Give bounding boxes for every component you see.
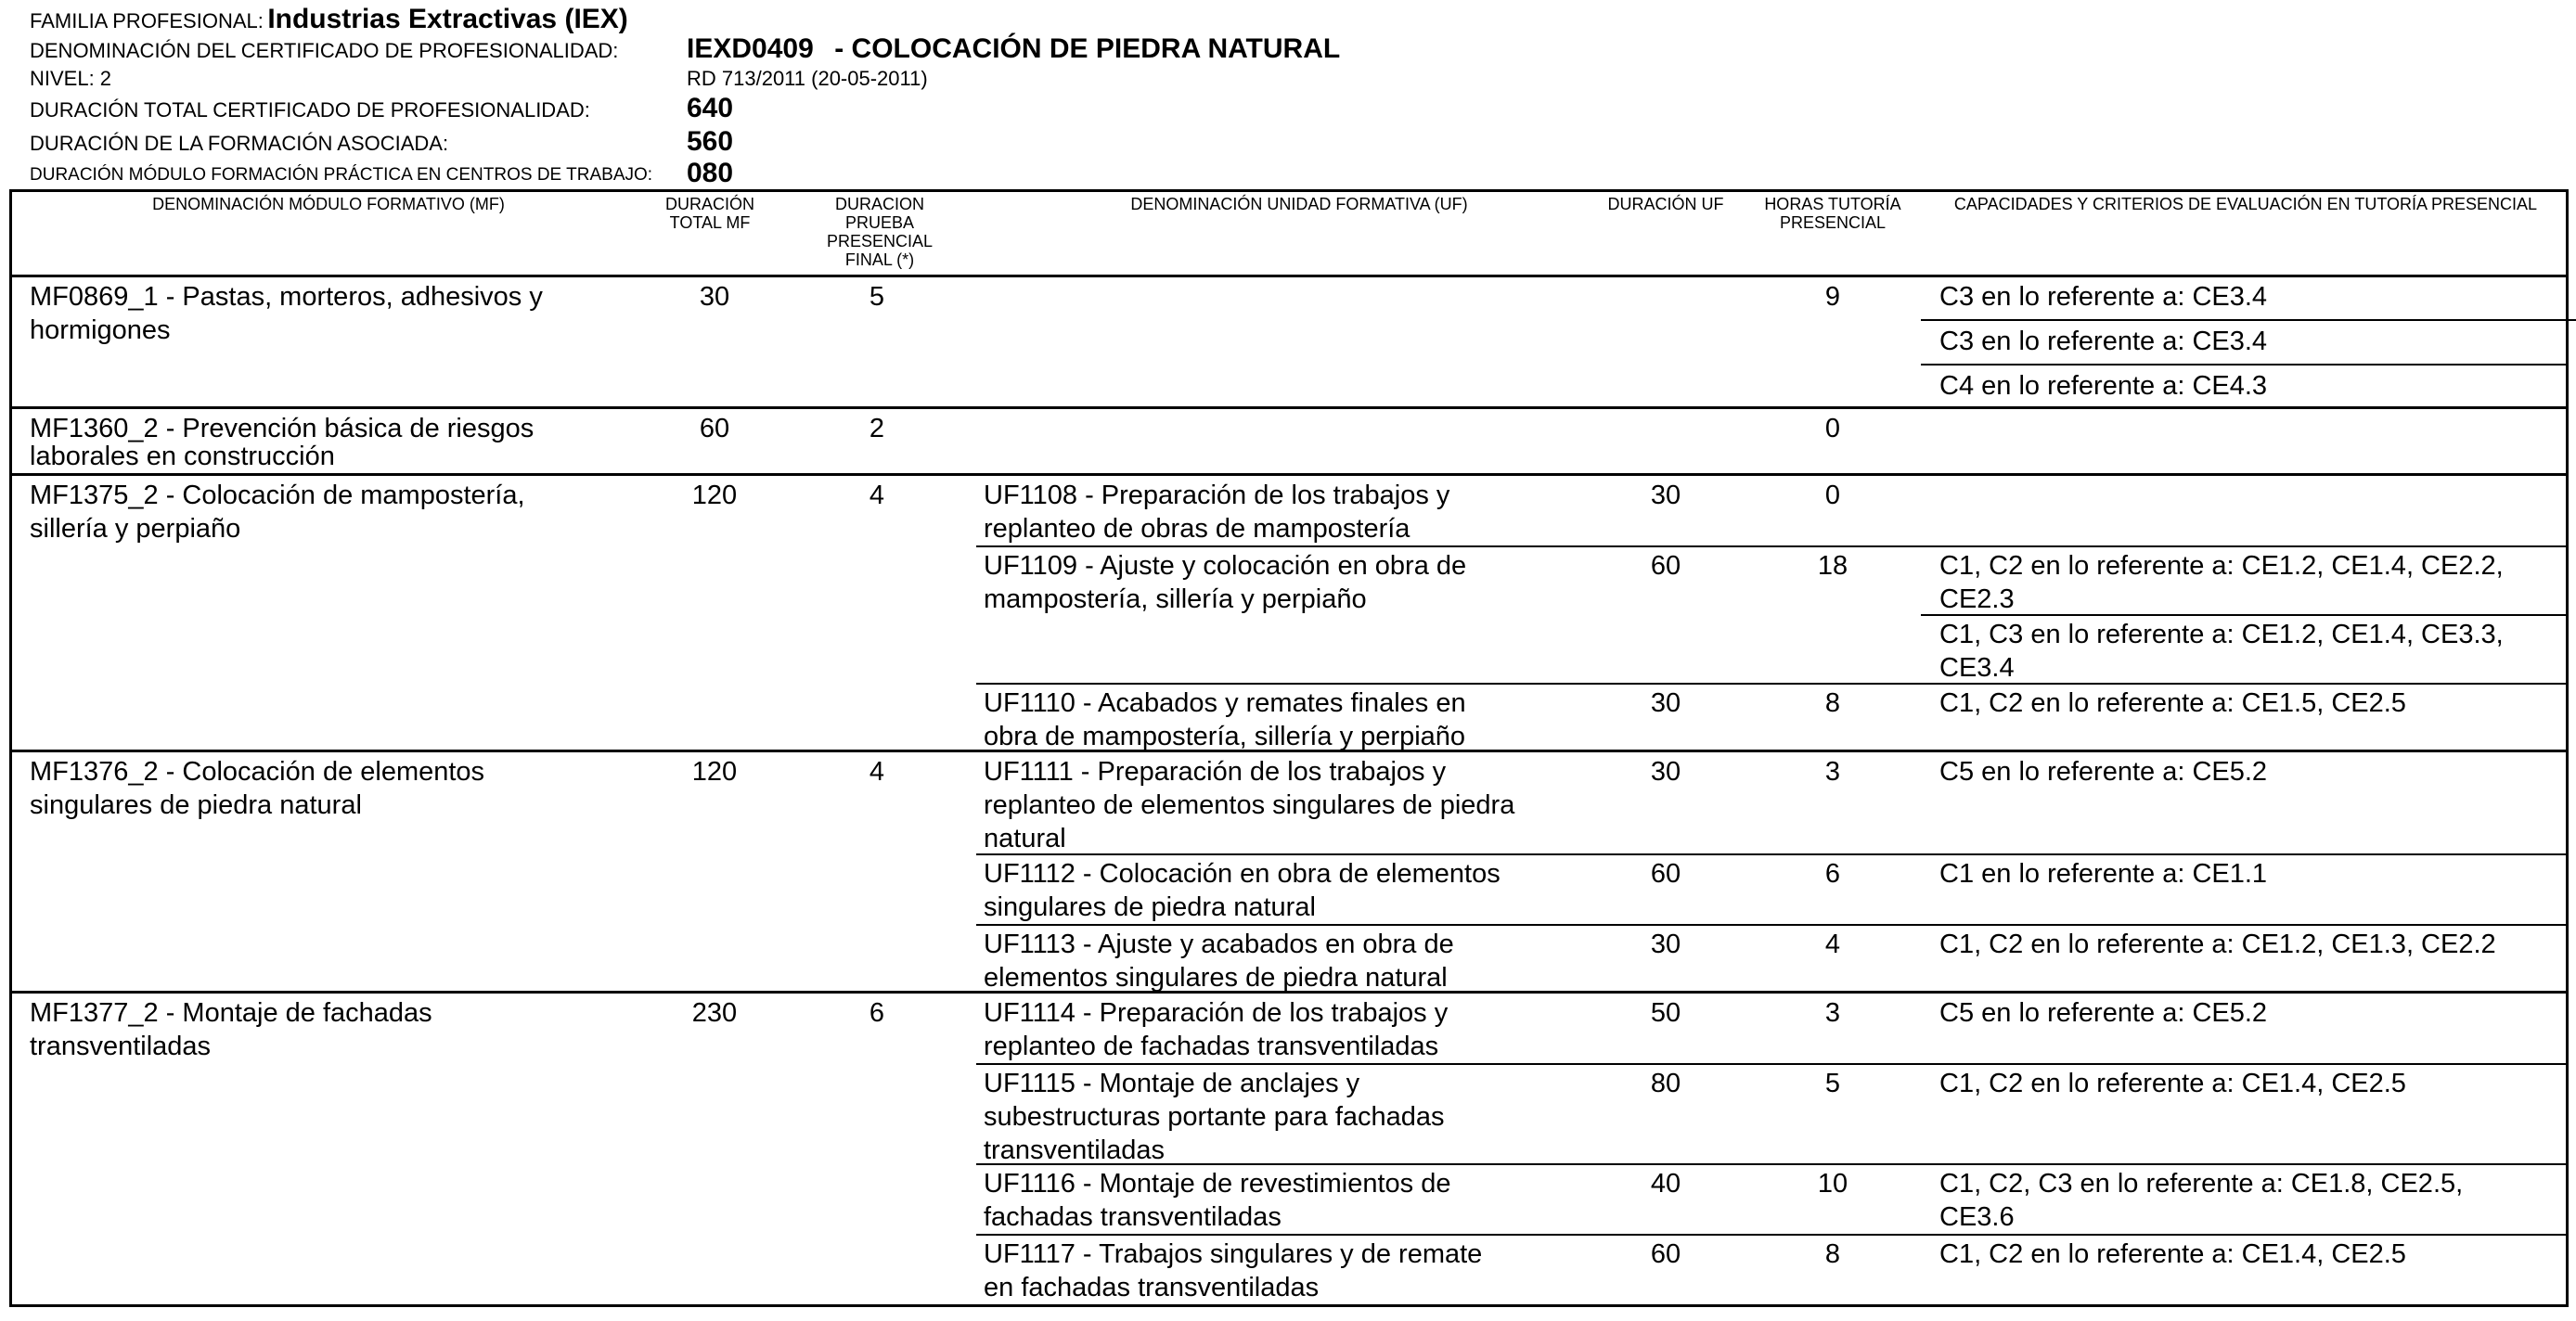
criterio — [1939, 549, 2504, 616]
uf-name-line: natural — [984, 824, 1066, 853]
mf-name-line: transventiladas — [30, 1032, 212, 1061]
criterio: C3 en lo referente a: CE3.4 — [1939, 282, 2268, 312]
duracion-formacion-row — [30, 132, 448, 156]
mf-name-line: MF0869_1 - Pastas, morteros, adhesivos y — [30, 282, 543, 312]
uf-name-line: UF1109 - Ajuste y colocación en obra de — [984, 551, 1467, 581]
criterio: C4 en lo referente a: CE4.3 — [1939, 371, 2268, 401]
criterio-line: CE2.3 — [1939, 584, 2015, 614]
duracion-formacion-label: DURACIÓN DE LA FORMACIÓN ASOCIADA: — [30, 132, 449, 155]
uf-name-line: en fachadas transventiladas — [984, 1273, 1320, 1302]
table-row — [30, 280, 543, 347]
horas-tutoria: 0 — [1824, 481, 1841, 510]
duracion-uf: 60 — [1650, 859, 1681, 889]
crit-sep — [1921, 364, 2569, 366]
horas-tutoria: 18 — [1817, 551, 1848, 581]
duracion-uf: 30 — [1650, 757, 1681, 787]
duracion-uf: 60 — [1650, 551, 1681, 581]
duracion-uf: 50 — [1650, 998, 1681, 1028]
duracion-uf: 30 — [1650, 688, 1681, 718]
table-row — [30, 755, 484, 822]
denominacion-row — [30, 39, 618, 63]
rd-value: RD 713/2011 (20-05-2011) — [687, 67, 928, 90]
uf-name-line: UF1116 - Montaje de revestimientos de — [984, 1169, 1451, 1199]
uf-name-line: fachadas transventiladas — [984, 1202, 1282, 1232]
criterio: C3 en lo referente a: CE3.4 — [1939, 327, 2268, 356]
rd-row — [687, 67, 928, 91]
uf-sep — [976, 1063, 2569, 1065]
horas-tutoria: 4 — [1824, 930, 1841, 959]
duracion-prueba: 4 — [869, 757, 885, 787]
uf-name-line: mampostería, sillería y perpiaño — [984, 584, 1367, 614]
col-header-capacidades: CAPACIDADES Y CRITERIOS DE EVALUACIÓN EN TUTORÍA PRESENCIAL — [1953, 195, 2538, 213]
table-bottom-border — [9, 1304, 2569, 1307]
horas-tutoria: 10 — [1817, 1169, 1848, 1199]
col-header-duracion-total: DURACIÓN TOTAL MF — [664, 195, 754, 232]
col-header-horas-tutoria: HORAS TUTORÍA PRESENCIAL — [1764, 195, 1901, 232]
crit-sep — [1921, 319, 2576, 321]
uf-name — [984, 1238, 1482, 1304]
duracion-total-mf: 120 — [691, 481, 738, 510]
horas-tutoria: 3 — [1824, 998, 1841, 1028]
uf-name-line: UF1111 - Preparación de los trabajos y — [984, 757, 1447, 787]
duracion-formacion-value-wrap — [687, 126, 733, 158]
table-left-border — [9, 189, 12, 1307]
mf-name-line: MF1375_2 - Colocación de mampostería, — [30, 481, 525, 510]
uf-name — [984, 996, 1448, 1063]
criterio: C5 en lo referente a: CE5.2 — [1939, 998, 2268, 1028]
nivel-label: NIVEL: 2 — [30, 67, 112, 90]
uf-name-line: UF1110 - Acabados y remates finales en — [984, 688, 1466, 718]
uf-name-line: UF1108 - Preparación de los trabajos y — [984, 481, 1450, 510]
criterio: C1, C2 en lo referente a: CE1.5, CE2.5 — [1939, 688, 2406, 718]
duracion-prueba: 6 — [869, 998, 885, 1028]
horas-tutoria: 3 — [1824, 757, 1841, 787]
criterio — [1939, 618, 2504, 685]
horas-tutoria: 6 — [1824, 859, 1841, 889]
uf-name-line: subestructuras portante para fachadas — [984, 1102, 1445, 1132]
criterio: C1, C2 en lo referente a: CE1.2, CE1.3, CE2.2 — [1939, 930, 2496, 959]
uf-sep — [976, 924, 2569, 926]
duracion-total-mf: 230 — [691, 998, 738, 1028]
uf-name-line: UF1113 - Ajuste y acabados en obra de — [984, 930, 1454, 959]
uf-name-line: UF1115 - Montaje de anclajes y — [984, 1069, 1360, 1098]
horas-tutoria: 5 — [1824, 1069, 1841, 1098]
duracion-total-value: 640 — [687, 93, 734, 123]
uf-name — [984, 549, 1466, 616]
duracion-practica-value-wrap — [687, 158, 733, 189]
criterio-line: C1, C3 en lo referente a: CE1.2, CE1.4, CE3.3, — [1939, 620, 2504, 649]
duracion-uf: 30 — [1650, 930, 1681, 959]
duracion-total-row — [30, 98, 590, 122]
table-right-border — [2566, 189, 2569, 1307]
duracion-total-mf: 60 — [699, 414, 730, 443]
uf-name-line: UF1112 - Colocación en obra de elementos — [984, 859, 1501, 889]
mf-name-line: hormigones — [30, 315, 171, 345]
duracion-prueba: 4 — [869, 481, 885, 510]
duracion-practica-value: 080 — [687, 158, 734, 188]
duracion-total-value-wrap — [687, 93, 733, 124]
duracion-formacion-value: 560 — [687, 126, 734, 157]
uf-name-line: replanteo de obras de mampostería — [984, 514, 1410, 544]
duracion-prueba: 5 — [869, 282, 885, 312]
uf-name-line: transventiladas — [984, 1135, 1166, 1165]
familia-row — [30, 4, 628, 35]
mf-name-line: MF1376_2 - Colocación de elementos — [30, 757, 485, 787]
module-sep-1 — [9, 406, 2569, 409]
uf-name-line: UF1114 - Preparación de los trabajos y — [984, 998, 1449, 1028]
uf-name — [984, 857, 1501, 924]
horas-tutoria: 8 — [1824, 688, 1841, 718]
uf-name-line: elementos singulares de piedra natural — [984, 963, 1448, 993]
criterio — [1939, 1167, 2463, 1234]
uf-name — [984, 755, 1514, 855]
horas-tutoria: 8 — [1824, 1239, 1841, 1269]
certificado-code: IEXD0409 — [687, 33, 814, 64]
nivel-row — [30, 67, 111, 91]
duracion-total-mf: 120 — [691, 757, 738, 787]
duracion-prueba: 2 — [869, 414, 885, 443]
uf-name-line: replanteo de elementos singulares de piedra — [984, 790, 1515, 820]
col-header-mf: DENOMINACIÓN MÓDULO FORMATIVO (MF) — [152, 195, 505, 213]
uf-name-line: obra de mampostería, sillería y perpiaño — [984, 722, 1466, 751]
module-sep-2 — [9, 473, 2569, 476]
duracion-total-label: DURACIÓN TOTAL CERTIFICADO DE PROFESIONALIDAD: — [30, 98, 590, 122]
denominacion-label: DENOMINACIÓN DEL CERTIFICADO DE PROFESIONALIDAD: — [30, 39, 619, 62]
criterio: C5 en lo referente a: CE5.2 — [1939, 757, 2268, 787]
uf-sep — [976, 1234, 2569, 1236]
table-row — [30, 479, 525, 545]
col-header-duracion-uf: DURACIÓN UF — [1607, 195, 1724, 213]
uf-sep — [976, 545, 2569, 547]
mf-name-line: sillería y perpiaño — [30, 514, 241, 544]
criterio-line: CE3.6 — [1939, 1202, 2015, 1232]
horas-tutoria: 0 — [1824, 414, 1841, 443]
header-bottom-line — [9, 275, 2569, 277]
familia-label: FAMILIA PROFESIONAL: — [30, 9, 264, 32]
duracion-practica-row — [30, 165, 652, 186]
uf-name — [984, 686, 1466, 753]
mf-name-line: singulares de piedra natural — [30, 790, 362, 820]
criterio: C1 en lo referente a: CE1.1 — [1939, 859, 2268, 889]
duracion-uf: 60 — [1650, 1239, 1681, 1269]
criterio: C1, C2 en lo referente a: CE1.4, CE2.5 — [1939, 1239, 2406, 1269]
uf-name-line: UF1117 - Trabajos singulares y de remate — [984, 1239, 1483, 1269]
uf-name-line: singulares de piedra natural — [984, 892, 1316, 922]
familia-value: Industrias Extractivas (IEX) — [267, 4, 628, 34]
duracion-uf: 40 — [1650, 1169, 1681, 1199]
mf-name-line: laborales en construcción — [30, 442, 335, 471]
col-header-uf: DENOMINACIÓN UNIDAD FORMATIVA (UF) — [1130, 195, 1468, 213]
uf-name — [984, 1067, 1445, 1167]
duracion-uf: 80 — [1650, 1069, 1681, 1098]
mf-name-line: MF1377_2 - Montaje de fachadas — [30, 998, 432, 1028]
criterio-line: CE3.4 — [1939, 653, 2015, 683]
mf-name-line: MF1360_2 - Prevención básica de riesgos — [30, 414, 535, 443]
duracion-practica-label: DURACIÓN MÓDULO FORMACIÓN PRÁCTICA EN CENTROS DE TRABAJO: — [30, 165, 653, 185]
certificado-title: - COLOCACIÓN DE PIEDRA NATURAL — [834, 33, 1341, 64]
uf-name — [984, 479, 1449, 545]
horas-tutoria: 9 — [1824, 282, 1841, 312]
table-top-border — [9, 189, 2569, 192]
uf-name — [984, 1167, 1450, 1234]
table-row — [30, 412, 534, 473]
criterio-line: C1, C2, C3 en lo referente a: CE1.8, CE2.5, — [1939, 1169, 2464, 1199]
criterio-line: C1, C2 en lo referente a: CE1.2, CE1.4, CE2.2, — [1939, 551, 2504, 581]
col-header-duracion-prueba: DURACION PRUEBA PRESENCIAL FINAL (*) — [826, 195, 934, 269]
denominacion-value-row — [687, 33, 1340, 65]
duracion-uf: 30 — [1650, 481, 1681, 510]
table-row — [30, 996, 432, 1063]
criterio: C1, C2 en lo referente a: CE1.4, CE2.5 — [1939, 1069, 2406, 1098]
uf-name-line: replanteo de fachadas transventiladas — [984, 1032, 1439, 1061]
duracion-total-mf: 30 — [699, 282, 730, 312]
uf-name — [984, 928, 1454, 994]
